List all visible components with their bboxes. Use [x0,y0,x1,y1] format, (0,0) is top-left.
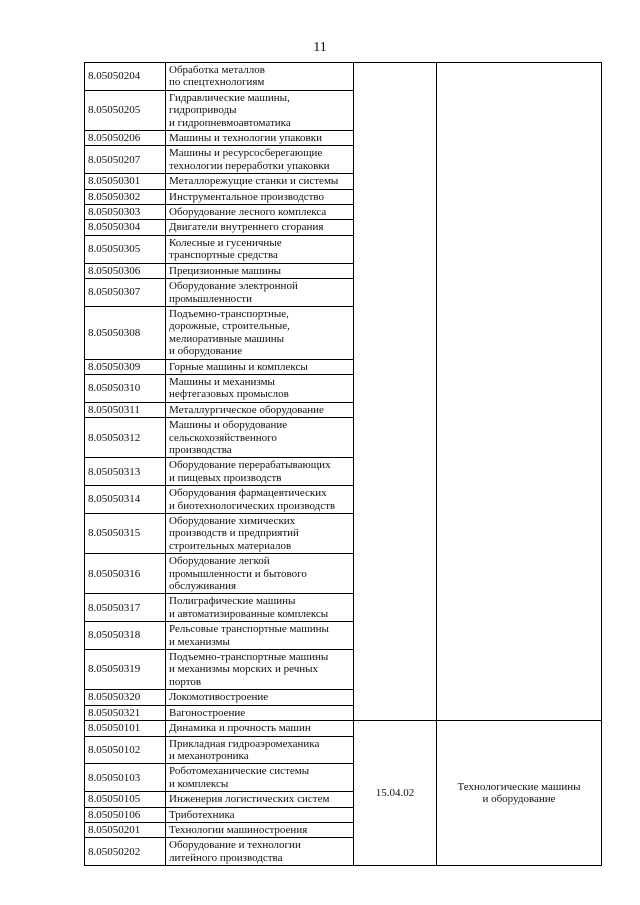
specialty-name [166,807,354,822]
specialty-code: 8.05050205 [85,90,166,130]
specialty-code: 8.05050319 [85,650,166,690]
group-name [437,721,602,866]
specialty-name [166,220,354,235]
specialty-name [166,359,354,374]
specialty-name-line: Роботомеханические системы [169,765,310,778]
specialty-code: 8.05050316 [85,554,166,594]
empty-group-code-cell [354,63,437,721]
specialty-code: 8.05050204 [85,63,166,91]
specialty-code: 8.05050308 [85,306,166,359]
specialty-name-line: технологии переработки упаковки [169,159,330,172]
specialty-code: 8.05050106 [85,807,166,822]
specialty-name [166,764,354,792]
specialty-name-line: промышленности и бытового [169,567,307,580]
empty-group-name-cell [437,63,602,721]
specialty-name-line: промышленности [169,292,252,305]
table-row [85,721,602,736]
specialty-name-line: литейного производства [169,851,283,864]
specialty-name [166,650,354,690]
specialty-name [166,838,354,866]
specialty-name-line: строительных материалов [169,539,292,552]
specialty-name-line: по спецтехнологиям [169,76,265,89]
specialty-name [166,690,354,705]
table-row [85,63,602,91]
specialty-code: 8.05050301 [85,174,166,189]
specialty-name-line: Технологии машиностроения [169,823,308,836]
specialty-name-line: и механотроника [169,749,249,762]
specialty-name [166,792,354,807]
specialty-name [166,594,354,622]
specialty-code: 8.05050201 [85,822,166,837]
specialty-name-line: производств и предприятий [169,527,299,540]
specialty-code: 8.05050309 [85,359,166,374]
specialty-name [166,486,354,514]
specialty-code: 8.05050305 [85,235,166,263]
specialty-code: 8.05050102 [85,736,166,764]
specialties-table [84,62,602,866]
specialty-name [166,721,354,736]
specialty-name-line: Машины и оборудование [169,419,288,432]
specialty-code: 8.05050103 [85,764,166,792]
specialty-name-line: Оборудование химических [169,515,296,527]
specialty-name [166,235,354,263]
specialty-name [166,131,354,146]
specialty-name-line: Гидравлические машины, [169,91,290,104]
specialty-name [166,514,354,554]
specialty-name-line: Подъемно-транспортные, [169,307,289,320]
specialty-name [166,263,354,278]
specialty-code: 8.05050311 [85,402,166,417]
specialty-code: 8.05050321 [85,705,166,720]
specialty-name-line: и механизмы морских и речных [169,663,319,676]
specialty-code: 8.05050320 [85,690,166,705]
specialty-name-line: Вагоностроение [169,706,246,719]
specialty-name-line: производства [169,443,232,456]
specialty-code: 8.05050101 [85,721,166,736]
specialty-name-line: сельскохозяйственного [169,431,277,444]
group-code: 15.04.02 [354,721,437,866]
specialty-name-line: Прикладная гидроаэромеханика [169,737,320,750]
specialty-name [166,205,354,220]
specialty-code: 8.05050315 [85,514,166,554]
specialty-name-line: мелиоративные машины [169,332,285,345]
specialty-name-line: Локомотивостроение [169,691,269,704]
specialty-code: 8.05050105 [85,792,166,807]
specialty-name-line: Триботехника [169,808,235,821]
specialty-name-line: Горные машины и комплексы [169,360,308,373]
specialty-name [166,822,354,837]
specialty-name-line: Оборудование лесного комплекса [169,206,327,219]
specialty-name-line: Металлорежущие станки и системы [169,175,339,188]
specialty-name [166,418,354,458]
specialty-name-line: Колесные и гусеничные [169,236,282,249]
specialty-name-line: Металлургическое оборудование [169,403,324,416]
specialty-name [166,189,354,204]
specialty-name-line: и механизмы [169,635,230,648]
specialty-code: 8.05050307 [85,279,166,307]
specialty-name-line: Инструментальное производство [169,190,324,203]
specialty-name-line: Динамика и прочность машин [169,722,311,735]
specialty-code: 8.05050206 [85,131,166,146]
group-name-line: и оборудование [482,793,556,806]
specialty-name-line: Рельсовые транспортные машины [169,623,329,636]
specialty-name-line: и оборудование [169,345,243,358]
specialty-name [166,90,354,130]
specialty-name-line: и биотехнологических производств [169,499,336,512]
specialty-name-line: обслуживания [169,580,237,593]
group-name-line: Технологические машины [457,780,581,793]
specialty-code: 8.05050304 [85,220,166,235]
specialty-name-line: гидроприводы [169,104,237,117]
specialty-name [166,306,354,359]
specialty-code: 8.05050302 [85,189,166,204]
specialty-name-line: и пищевых производств [169,471,282,484]
specialty-name-line: Прецизионные машины [169,264,282,277]
specialty-name [166,63,354,91]
specialty-code: 8.05050318 [85,622,166,650]
specialty-name-line: Оборудования фармацевтических [169,487,327,500]
specialty-name [166,174,354,189]
specialty-code: 8.05050303 [85,205,166,220]
specialty-name-line: дорожные, строительные, [169,320,290,333]
specialty-name-line: Машины и механизмы [169,375,275,388]
specialty-name-line: Оборудование перерабатывающих [169,459,331,472]
specialty-name-line: Инженерия логистических систем [169,793,330,806]
specialty-name-line: Двигатели внутреннего сгорания [169,221,324,234]
specialty-name-line: Полиграфические машины [169,595,296,608]
specialty-name [166,736,354,764]
specialty-name-line: и автоматизированные комплексы [169,607,329,620]
specialty-name-line: нефтегазовых промыслов [169,388,289,401]
specialty-name-line: портов [169,675,202,688]
specialty-name [166,554,354,594]
specialty-code: 8.05050207 [85,146,166,174]
specialty-name-line: и комплексы [169,777,229,790]
specialty-code: 8.05050202 [85,838,166,866]
specialty-code: 8.05050313 [85,458,166,486]
specialty-name [166,146,354,174]
specialty-code: 8.05050306 [85,263,166,278]
specialty-name [166,402,354,417]
specialty-name-line: Оборудование и технологии [169,839,301,852]
specialty-name-line: Подъемно-транспортные машины [169,651,329,664]
specialty-name-line: Оборудование легкой [169,555,270,568]
specialty-name-line: Обработка металлов [169,64,265,76]
specialty-name-line: Машины и ресурсосберегающие [169,147,323,160]
specialty-code: 8.05050317 [85,594,166,622]
specialty-name [166,374,354,402]
specialty-name-line: Оборудование электронной [169,280,298,293]
specialty-name [166,458,354,486]
specialty-code: 8.05050312 [85,418,166,458]
specialty-name-line: и гидропневмоавтоматика [169,116,291,129]
specialty-name-line: транспортные средства [169,249,278,262]
specialty-name-line: Машины и технологии упаковки [169,132,322,145]
specialty-name [166,279,354,307]
page-number: 11 [313,40,327,55]
specialty-name [166,622,354,650]
specialty-code: 8.05050314 [85,486,166,514]
specialty-code: 8.05050310 [85,374,166,402]
specialty-name [166,705,354,720]
